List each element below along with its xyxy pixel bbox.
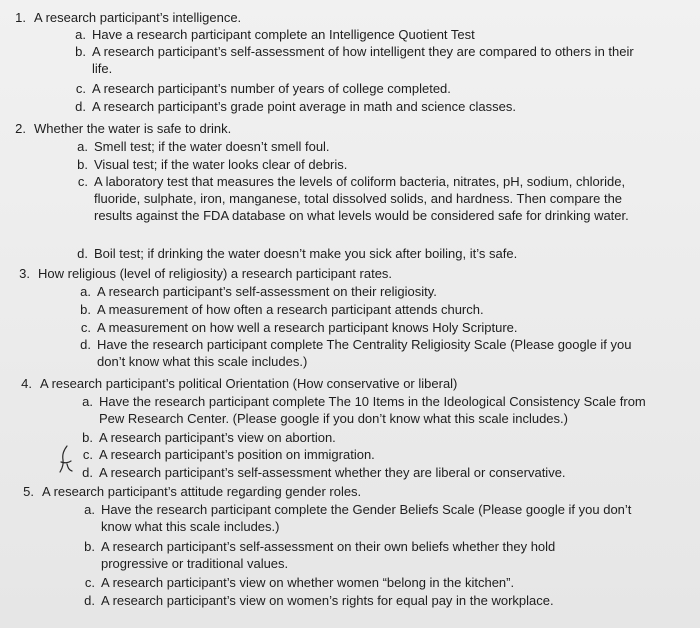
option-text: A research participant’s self-assessment of how intelligent they are compared to others in their life. (92, 44, 634, 76)
option-text: A research participant’s number of years of college completed. (92, 81, 451, 96)
question-4 (10, 375, 457, 392)
option-letter: a. (77, 139, 88, 154)
question-text: A research participant’s attitude regarding gender roles. (42, 484, 362, 499)
option-4d (82, 464, 679, 481)
option-4b (82, 429, 679, 446)
question-number: 1. (15, 10, 26, 25)
option-text: A research participant’s view on whether women “belong in the kitchen”. (101, 575, 515, 590)
option-text: Have the research participant complete The Centrality Religiosity Scale (Please google if you don’t know what this scale includes.) (97, 337, 632, 369)
option-letter: d. (82, 465, 93, 480)
option-letter: b. (75, 44, 86, 59)
option-letter: d. (75, 99, 86, 114)
option-letter: c. (82, 447, 93, 462)
option-1b (75, 43, 652, 77)
question-number: 4. (21, 376, 32, 391)
option-3a (80, 283, 677, 300)
option-3b (80, 301, 677, 318)
option-text: Have a research participant complete an Intelligence Quotient Test (92, 27, 475, 42)
option-letter: b. (84, 539, 95, 554)
question-3 (8, 265, 392, 282)
option-letter: a. (80, 284, 91, 299)
option-letter: b. (80, 302, 91, 317)
question-1 (4, 9, 241, 26)
option-5c (84, 574, 681, 591)
option-2d (77, 245, 674, 262)
option-letter: d. (80, 337, 91, 352)
question-text: Whether the water is safe to drink. (34, 121, 232, 136)
question-number: 3. (19, 266, 30, 281)
option-letter: c. (80, 320, 91, 335)
option-text: Have the research participant complete the Gender Beliefs Scale (Please google if you don’t know what this scale includes.) (101, 502, 632, 534)
option-2c (77, 173, 654, 224)
option-text: Boil test; if drinking the water doesn’t make you sick after boiling, it’s safe. (94, 246, 518, 261)
question-5 (12, 483, 361, 500)
option-letter: a. (82, 394, 93, 409)
option-letter: c. (84, 575, 95, 590)
option-letter: b. (82, 430, 93, 445)
option-letter: c. (75, 81, 86, 96)
option-text: A research participant’s view on women’s rights for equal pay in the workplace. (101, 593, 554, 608)
question-2 (4, 120, 231, 137)
option-text: Smell test; if the water doesn’t smell foul. (94, 139, 330, 154)
option-letter: d. (84, 593, 95, 608)
option-1d (75, 98, 672, 115)
option-4a (82, 393, 669, 427)
option-3c (80, 319, 677, 336)
option-text: A research participant’s self-assessment on their religiosity. (97, 284, 437, 299)
option-1c (75, 80, 672, 97)
option-letter: c. (77, 174, 88, 189)
option-text: Visual test; if the water looks clear of debris. (94, 157, 348, 172)
option-text: A laboratory test that measures the levels of coliform bacteria, nitrates, pH, sodium, chloride, fluoride, sulphate, iron, manganese, total dissolved solids, and hardness. Then compare the results against the FDA database on what levels would be considered safe for drinking water. (94, 174, 629, 223)
option-text: A research participant’s self-assessment whether they are liberal or conservative. (99, 465, 566, 480)
question-number: 5. (23, 484, 34, 499)
option-text: A research participant’s self-assessment on their own beliefs whether they hold progressive or traditional values. (101, 539, 556, 571)
option-letter: b. (77, 157, 88, 172)
pen-mark-icon (58, 444, 74, 474)
option-4c (82, 446, 679, 463)
option-text: Have the research participant complete The 10 Items in the Ideological Consistency Scale from Pew Research Center. (Please google if you don’t know what this scale includes.) (99, 394, 646, 426)
option-5d (84, 592, 681, 609)
option-2b (77, 156, 674, 173)
option-3d (80, 336, 657, 370)
option-text: A measurement on how well a research participant knows Holy Scripture. (97, 320, 518, 335)
question-number: 2. (15, 121, 26, 136)
option-text: A research participant’s position on immigration. (99, 447, 375, 462)
option-letter: a. (75, 27, 86, 42)
question-text: How religious (level of religiosity) a research participant rates. (38, 266, 393, 281)
option-letter: a. (84, 502, 95, 517)
option-letter: d. (77, 246, 88, 261)
question-text: A research participant’s intelligence. (34, 10, 242, 25)
option-text: A research participant’s view on abortion. (99, 430, 336, 445)
option-5b (84, 538, 621, 572)
option-1a (75, 26, 672, 43)
option-5a (84, 501, 661, 535)
option-text: A measurement of how often a research participant attends church. (97, 302, 484, 317)
option-text: A research participant’s grade point average in math and science classes. (92, 99, 516, 114)
question-text: A research participant’s political Orientation (How conservative or liberal) (40, 376, 458, 391)
option-2a (77, 138, 674, 155)
